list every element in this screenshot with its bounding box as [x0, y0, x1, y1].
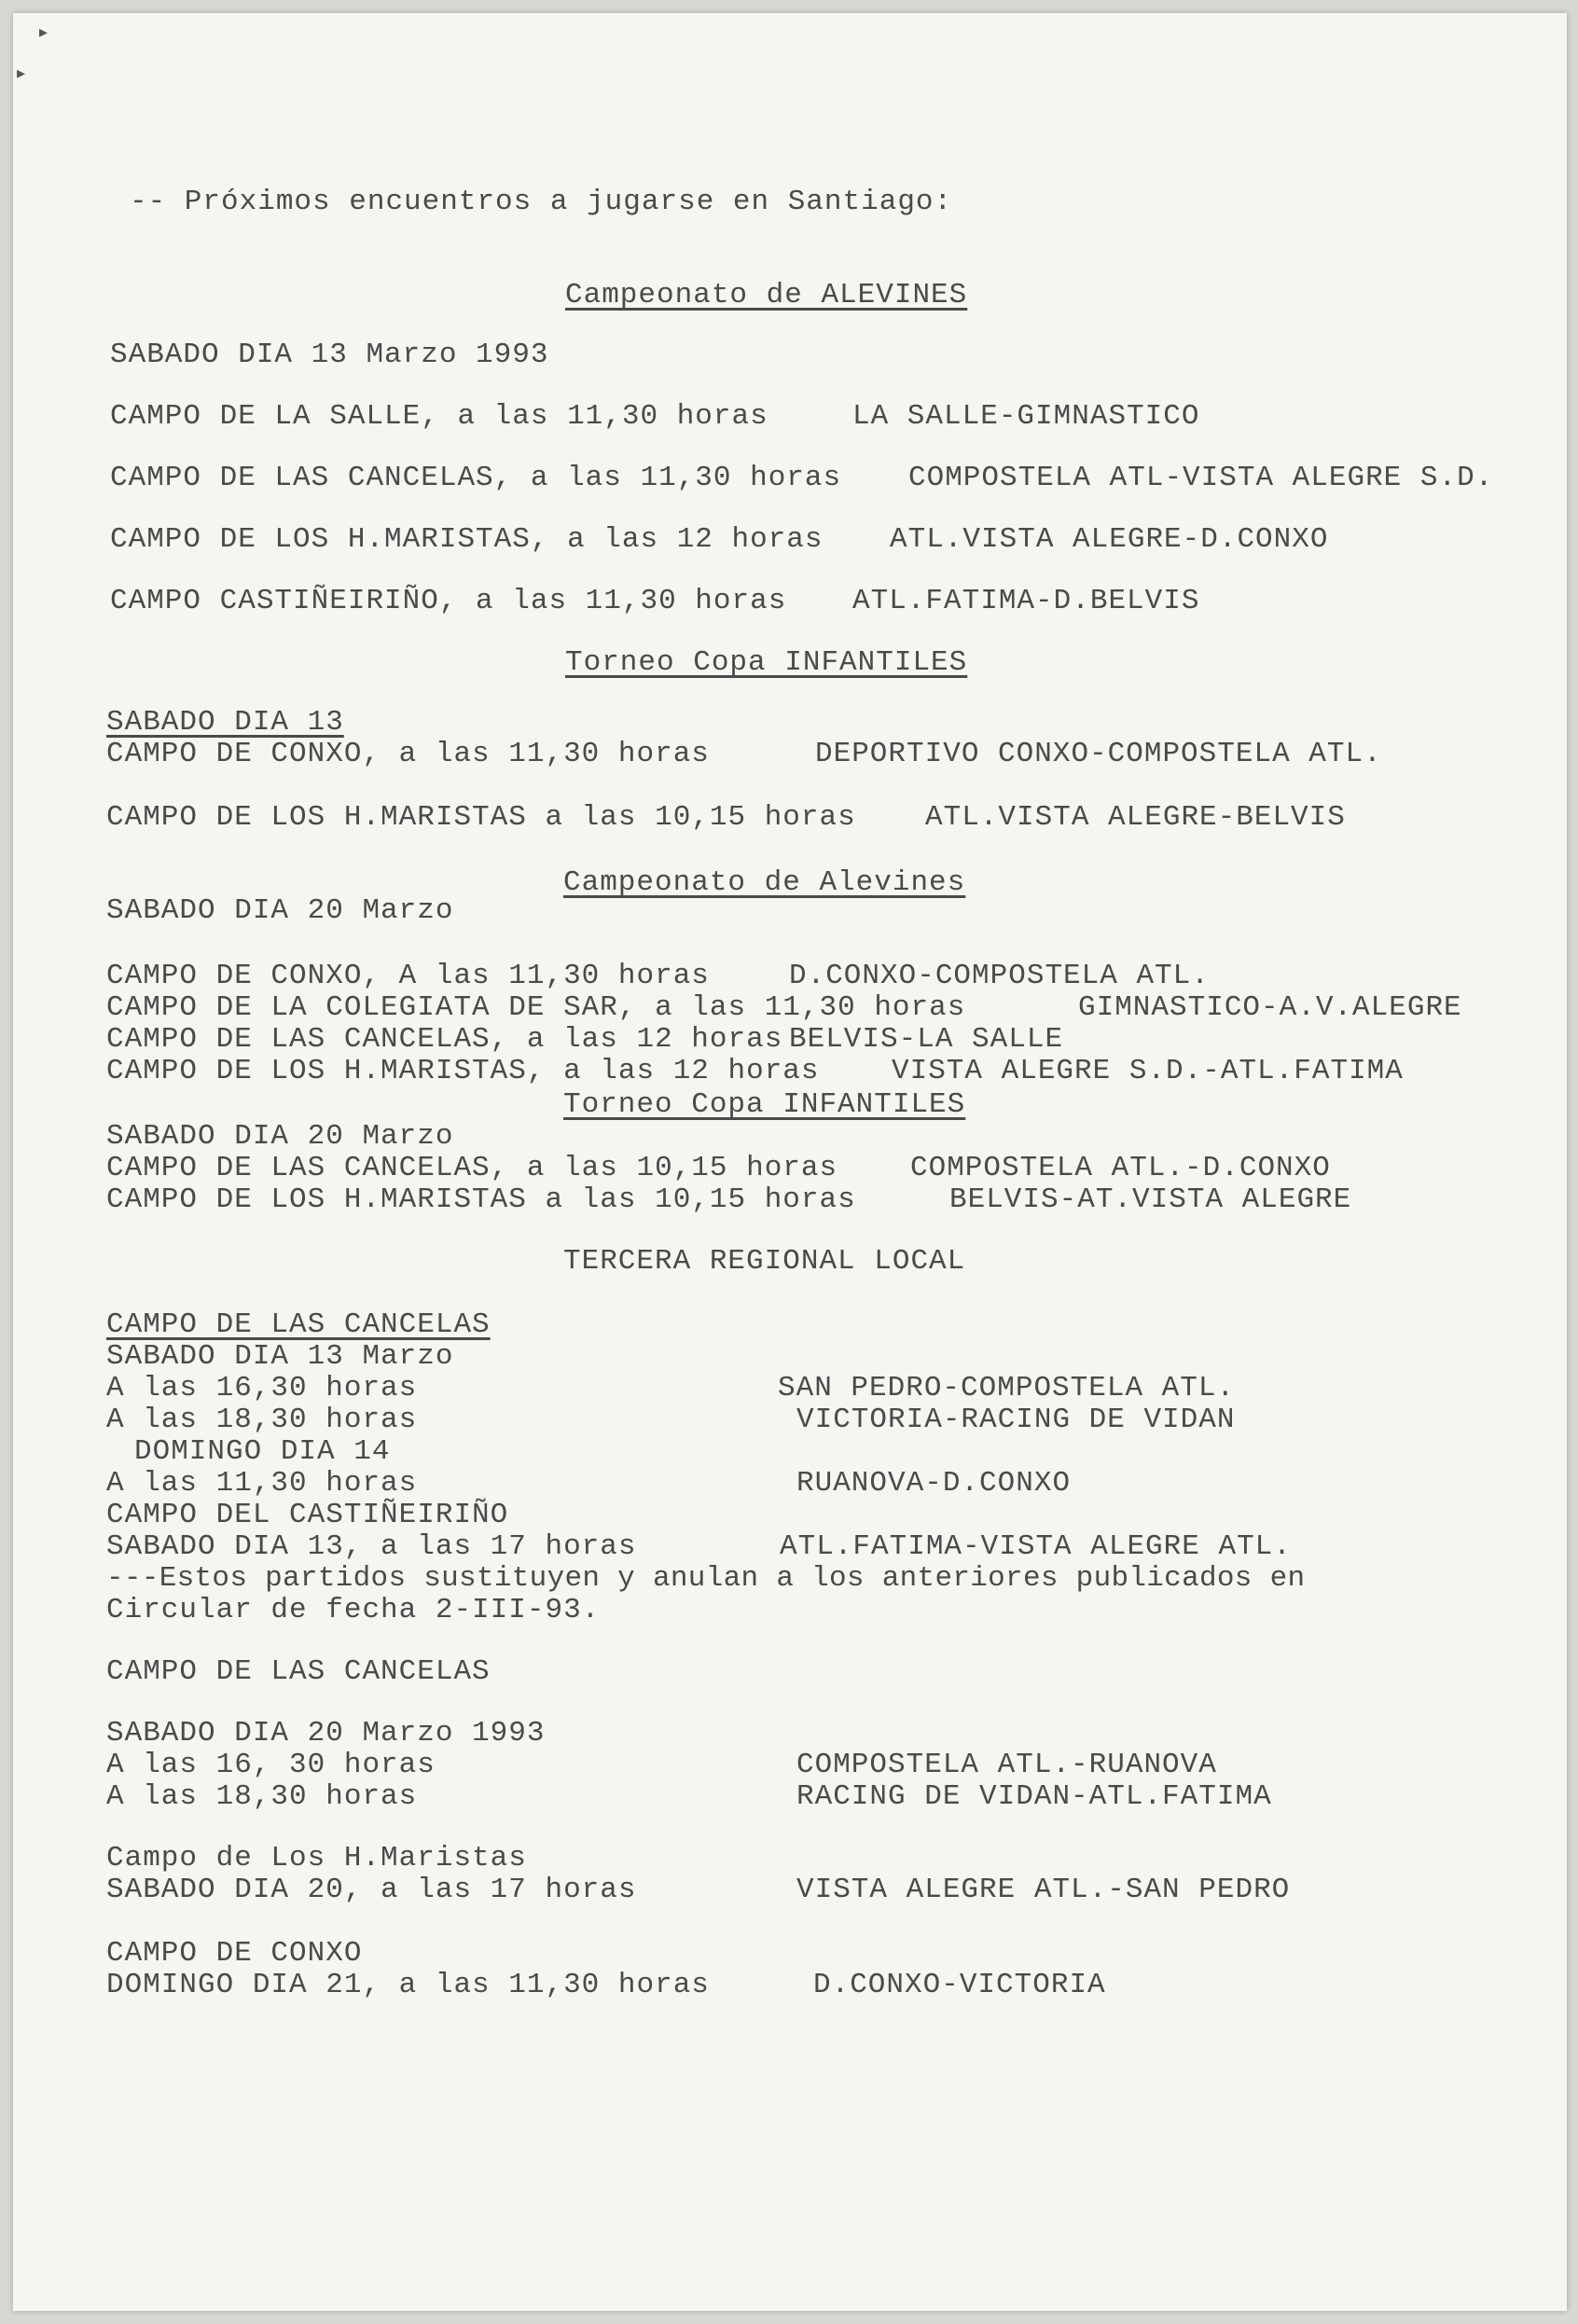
section-title-alevines: Campeonato de ALEVINES: [565, 279, 968, 311]
section-date: SABADO DIA 20 Marzo 1993: [106, 1717, 546, 1750]
fixture-venue: CAMPO DE LOS H.MARISTAS, a las 12 horas: [110, 523, 824, 556]
fixture-match: SAN PEDRO-COMPOSTELA ATL.: [778, 1372, 1236, 1404]
note-line: ---Estos partidos sustituyen y anulan a los anteriores publicados en: [106, 1562, 1306, 1595]
fixture-time: SABADO DIA 20, a las 17 horas: [106, 1874, 637, 1906]
venue-heading: CAMPO DE CONXO: [106, 1937, 363, 1970]
document-page: [13, 13, 1567, 2311]
fixture-match: LA SALLE-GIMNASTICO: [852, 400, 1200, 433]
fixture-time: A las 16,30 horas: [106, 1372, 418, 1404]
fixture-venue: CAMPO DE LAS CANCELAS, a las 10,15 horas: [106, 1152, 838, 1184]
fixture-venue: CAMPO DE LOS H.MARISTAS a las 10,15 horas: [106, 801, 856, 834]
section-title-infantiles: Torneo Copa INFANTILES: [565, 646, 968, 679]
fixture-match: ATL.VISTA ALEGRE-BELVIS: [925, 801, 1346, 834]
fixture-time: SABADO DIA 13, a las 17 horas: [106, 1530, 637, 1563]
venue-heading: CAMPO DEL CASTIÑEIRIÑO: [106, 1499, 509, 1531]
fixture-match: COMPOSTELA ATL-VISTA ALEGRE S.D.: [908, 462, 1494, 494]
fixture-match: VICTORIA-RACING DE VIDAN: [796, 1404, 1236, 1436]
fixture-venue: CAMPO DE LA SALLE, a las 11,30 horas: [110, 400, 768, 433]
fixture-venue: CAMPO DE LAS CANCELAS, a las 12 horas: [106, 1023, 783, 1056]
venue-heading: Campo de Los H.Maristas: [106, 1842, 527, 1874]
section-date: SABADO DIA 13 Marzo: [106, 1340, 454, 1373]
fixture-venue: CAMPO DE LAS CANCELAS, a las 11,30 horas: [110, 462, 842, 494]
fixture-match: VISTA ALEGRE S.D.-ATL.FATIMA: [892, 1055, 1404, 1087]
margin-mark: ▸: [39, 22, 48, 42]
section-date: SABADO DIA 20 Marzo: [106, 894, 454, 927]
fixture-venue: CAMPO DE CONXO, A las 11,30 horas: [106, 960, 710, 992]
section-date: SABADO DIA 13 Marzo 1993: [110, 339, 549, 371]
header-line: -- Próximos encuentros a jugarse en Santiago:: [130, 186, 953, 218]
fixture-time: A las 18,30 horas: [106, 1404, 418, 1436]
fixture-match: ATL.FATIMA-VISTA ALEGRE ATL.: [780, 1530, 1292, 1563]
fixture-time: A las 18,30 horas: [106, 1780, 418, 1813]
section-title-tercera: TERCERA REGIONAL LOCAL: [563, 1245, 966, 1278]
fixture-match: ATL.FATIMA-D.BELVIS: [852, 585, 1200, 617]
fixture-venue: CAMPO DE LA COLEGIATA DE SAR, a las 11,30 horas: [106, 991, 966, 1024]
fixture-venue: CAMPO DE CONXO, a las 11,30 horas: [106, 738, 710, 770]
fixture-match: DEPORTIVO CONXO-COMPOSTELA ATL.: [815, 738, 1382, 770]
venue-heading: CAMPO DE LAS CANCELAS: [106, 1655, 491, 1688]
note-line: Circular de fecha 2-III-93.: [106, 1594, 601, 1626]
section-title-infantiles: Torneo Copa INFANTILES: [563, 1088, 966, 1121]
fixture-match: ATL.VISTA ALEGRE-D.CONXO: [890, 523, 1329, 556]
fixture-match: GIMNASTICO-A.V.ALEGRE: [1078, 991, 1462, 1024]
section-date: SABADO DIA 20 Marzo: [106, 1120, 454, 1153]
fixture-match: RUANOVA-D.CONXO: [796, 1467, 1072, 1500]
fixture-time: A las 16, 30 horas: [106, 1749, 436, 1781]
fixture-time: A las 11,30 horas: [106, 1467, 418, 1500]
fixture-match: D.CONXO-VICTORIA: [813, 1969, 1106, 2001]
section-date: SABADO DIA 13: [106, 706, 344, 739]
fixture-match: COMPOSTELA ATL.-RUANOVA: [796, 1749, 1217, 1781]
fixture-match: BELVIS-LA SALLE: [789, 1023, 1064, 1056]
fixture-venue: CAMPO CASTIÑEIRIÑO, a las 11,30 horas: [110, 585, 787, 617]
fixture-match: D.CONXO-COMPOSTELA ATL.: [789, 960, 1210, 992]
fixture-venue: CAMPO DE LOS H.MARISTAS, a las 12 horas: [106, 1055, 820, 1087]
section-title-alevines: Campeonato de Alevines: [563, 866, 966, 899]
fixture-match: RACING DE VIDAN-ATL.FATIMA: [796, 1780, 1272, 1813]
fixture-match: VISTA ALEGRE ATL.-SAN PEDRO: [796, 1874, 1291, 1906]
venue-heading: CAMPO DE LAS CANCELAS: [106, 1308, 491, 1341]
margin-mark: ▸: [17, 63, 26, 83]
fixture-time: DOMINGO DIA 21, a las 11,30 horas: [106, 1969, 710, 2001]
fixture-venue: CAMPO DE LOS H.MARISTAS a las 10,15 horas: [106, 1183, 856, 1216]
fixture-match: COMPOSTELA ATL.-D.CONXO: [910, 1152, 1331, 1184]
fixture-match: BELVIS-AT.VISTA ALEGRE: [949, 1183, 1352, 1216]
section-date: DOMINGO DIA 14: [134, 1435, 391, 1468]
